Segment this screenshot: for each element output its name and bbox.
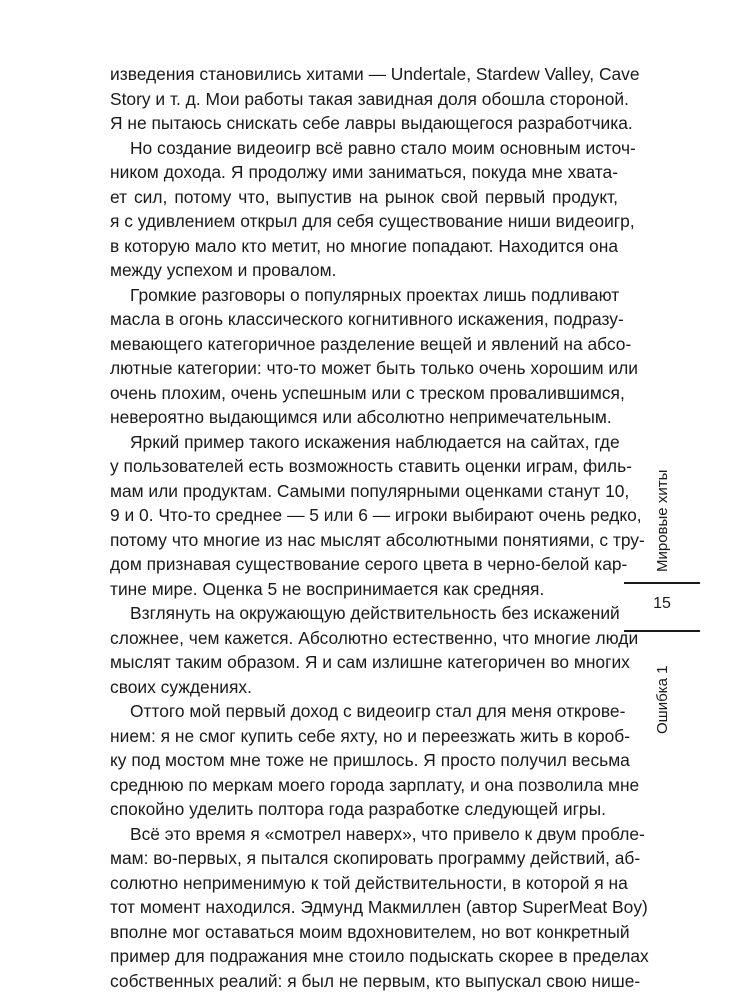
text-line: ку под мостом мне тоже не пришлось. Я просто получил весьма (110, 750, 630, 770)
text-line: Оттого мой первый доход с видеоигр стал для меня открове- (130, 701, 626, 721)
text-line: Взглянуть на окружающую действительность без искажений (130, 603, 620, 623)
text-line: вполне мог оставаться моим вдохновителем, но вот конкретный (110, 921, 630, 942)
text-line: сложнее, чем кажется. Абсолютно естественно, что многие люди (110, 627, 639, 648)
body-text (110, 62, 649, 993)
text-line: спокойно уделить полтора года разработке следующей игры. (110, 799, 606, 819)
text-line: своих суждениях. (110, 676, 252, 697)
text-line: Story и т. д. Мои работы такая завидная доля обошла стороной. (110, 88, 629, 109)
text-line: Яркий пример такого искажения наблюдается на сайтах, где (130, 431, 620, 452)
section-title: Ошибка 1 (654, 665, 671, 734)
text-line: мевающего категоричное разделение вещей и явлений на абсо- (110, 333, 632, 354)
text-line: невероятно выдающимся или абсолютно непримечательным. (110, 407, 612, 427)
text-line: Всё это время я «смотрел наверх», что привело к двум пробле- (130, 823, 645, 844)
text-line: очень плохим, очень успешным или с треском провалившимся, (110, 382, 625, 403)
divider-bottom (624, 630, 700, 632)
text-line: ником дохода. Я продолжу ими заниматься, покуда мне хвата- (110, 162, 618, 182)
text-line: масла в огонь классического когнитивного искажения, подразу- (110, 309, 624, 329)
text-line: у пользователей есть возможность ставить оценки играм, филь- (110, 456, 632, 476)
text-line: тине мире. Оценка 5 не воспринимается как средняя. (110, 578, 545, 599)
text-line: тот момент находился. Эдмунд Макмиллен (автор SuperMeat Boy) (110, 897, 648, 917)
text-line: мыслят таким образом. Я и сам излишне категоричен во многих (110, 652, 630, 672)
running-header-sidebar (624, 440, 700, 740)
text-line: пример для подражания мне стоило подыскать скорее в пределах (110, 946, 649, 966)
text-line: Но создание видеоигр всё равно стало моим основным источ- (130, 137, 636, 158)
text-line: между успехом и провалом. (110, 260, 337, 280)
text-line: потому что многие из нас мыслят абсолютными понятиями, с тру- (110, 529, 645, 550)
text-line: в которую мало кто метит, но многие попадают. Находится она (110, 235, 618, 256)
text-line: среднюю по меркам моего города зарплату, и она позволила мне (110, 774, 640, 795)
text-line: солютно неприменимую к той действительности, в которой я на (110, 872, 628, 893)
text-line: Я не пытаюсь снискать себе лавры выдающегося разработчика. (110, 113, 633, 133)
text-line: мам: во-первых, я пытался скопировать программу действий, аб- (110, 848, 641, 868)
chapter-title: Мировые хиты (654, 469, 671, 572)
text-line: ет сил, потому что, выпустив на рынок свой первый продукт, (110, 186, 618, 207)
text-line: лютные категории: что-то может быть только очень хорошим или (110, 358, 638, 378)
text-line: 9 и 0. Что-то среднее — 5 или 6 — игроки выбирают очень редко, (110, 505, 642, 525)
page-number: 15 (653, 595, 671, 612)
divider-top (624, 582, 700, 584)
text-line: изведения становились хитами — Undertale, Stardew Valley, Cave (110, 64, 640, 84)
text-line: я с удивлением открыл для себя существование ниши видеоигр, (110, 211, 635, 231)
text-line: нием: я не смог купить себе яхту, но и переезжать жить в короб- (110, 725, 631, 746)
text-line: Громкие разговоры о популярных проектах лишь подливают (130, 284, 620, 305)
text-line: мам или продуктам. Самыми популярными оценками станут 10, (110, 480, 630, 501)
text-line: собственных реалий: я был не первым, кто выпускал свою нише- (110, 970, 641, 991)
text-line: дом признавая существование серого цвета в черно-белой кар- (110, 554, 628, 574)
